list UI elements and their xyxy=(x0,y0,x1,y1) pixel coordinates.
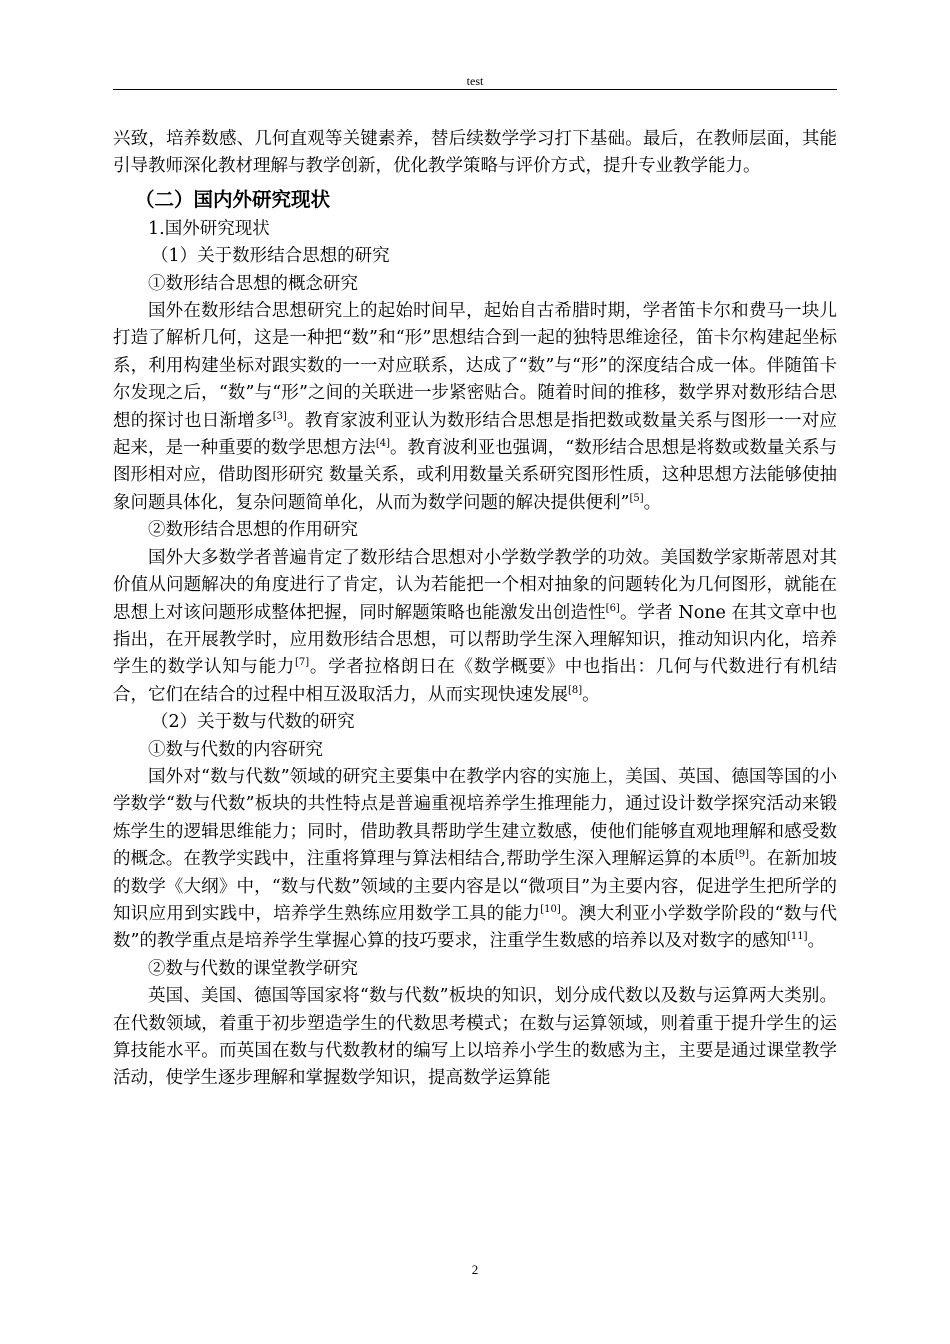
text-run: 。教育家波利亚认为数形结合思想是指把数或数量关系与图形一一对应起来，是一种重要的数学思想方法 xyxy=(113,410,838,459)
text-run: 。学者 None 在其文章中也指出，在开展教学时，应用数形结合思想，可以帮助学生深入理解知识，推动知识内化，培养学生的数学认知与能力 xyxy=(113,602,837,678)
paragraph-concept xyxy=(113,298,837,517)
text-run: 。在新加坡的数学《大纲》中，“数与代数”领域的主要内容是以“微项目”为主要内容，促进学生把所学的知识应用到实践中，培养学生熟练应用数学工具的能力 xyxy=(113,849,838,924)
citation: [3] xyxy=(272,410,287,422)
citation: [9] xyxy=(734,849,749,861)
citation: [4] xyxy=(375,438,390,450)
header-rule xyxy=(113,89,837,90)
text-run: 国外在数形结合思想研究上的起始时间早，起始自古希腊时期，学者笛卡尔和费马一块儿打造了解析几何，这是一种把“数”和“形”思想结合到一起的独特思维途径，笛卡尔构建起坐标系，利用构建坐标对跟实数的一一对应联系，达成了“数”与“形”的深度结合成一体。伴随笛卡尔发现之后，“数”与“形”之间的关联进一步紧密贴合。随着时间的推移，数学界对数形结合思想的探讨也日渐增多 xyxy=(113,301,837,431)
subheading-role-research: ②数形结合思想的作用研究 xyxy=(148,520,358,541)
citation: [8] xyxy=(568,684,583,696)
subheading-number-algebra: （2）关于数与代数的研究 xyxy=(151,712,355,733)
paragraph-role xyxy=(113,545,837,709)
page-header: test xyxy=(466,74,484,88)
paragraph-content xyxy=(113,764,837,956)
text-run: 国外大多数学者普遍肯定了数形结合思想对小学数学教学的功效。美国数学家斯蒂恩对其价值从问题解决的角度进行了肯定，认为若能把一个相对抽象的问题转化为几何图形，就能在思想上对该问题形成整体把握，同时解题策略也能激发出创造性 xyxy=(113,547,837,623)
section-heading: （二）国内外研究现状 xyxy=(135,187,331,211)
citation: [6] xyxy=(605,602,620,614)
subsection-heading-foreign: 1.国外研究现状 xyxy=(148,218,270,239)
text-run: 国外对“数与代数”领域的研究主要集中在教学内容的实施上，美国、英国、德国等国的小学数学“数与代数”板块的共性特点是普遍重视培养学生推理能力，通过设计数学探究活动来锻炼学生的逻辑思维能力；同时，借助教具帮助学生建立数感，使他们能够直观地理解和感受数的概念。在教学实践中，注重将算理与算法相结合,帮助学生深入理解运算的本质 xyxy=(113,766,837,870)
text-run: 。 xyxy=(807,931,825,952)
paragraph-classroom: 英国、美国、德国等国家将“数与代数”板块的知识，划分成代数以及数与运算两大类别。在代数领域，着重于初步塑造学生的代数思考模式；在数与运算领域，则着重于提升学生的运算技能水平。而英国在数与代数教材的编写上以培养小学生的数感为主，主要是通过课堂教学活动，使学生逐步理解和掌握数学知识，提高数学运算能 xyxy=(113,986,837,1089)
text-run: 。教育波利亚也强调，“数形结合思想是将数或数量关系与图形相对应，借助图形研究 数量关系，或利用数量关系研究图形性质，这种思想方法能够使抽象问题具体化，复杂问题简单化，从而为数学问题的解决提供便利” xyxy=(113,438,837,513)
citation: [11] xyxy=(786,931,808,943)
subheading-number-shape: （1）关于数形结合思想的研究 xyxy=(151,246,390,267)
citation: [5] xyxy=(629,492,644,504)
text-run: 。 xyxy=(582,684,600,705)
citation: [10] xyxy=(540,903,561,915)
text-run: 。学者拉格朗日在《数学概要》中也指出：几何与代数进行有机结合，它们在结合的过程中相互汲取活力，从而实现快速发展 xyxy=(113,657,838,705)
text-run: 。 xyxy=(643,492,662,513)
text-run: 。澳大利亚小学数学阶段的“数与代数”的教学重点是培养学生掌握心算的技巧要求，注重学生数感的培养以及对数字的感知 xyxy=(113,903,838,952)
subheading-content-research: ①数与代数的内容研究 xyxy=(148,739,323,760)
subheading-classroom-research: ②数与代数的课堂教学研究 xyxy=(148,958,358,979)
subheading-concept-research: ①数形结合思想的概念研究 xyxy=(148,273,358,294)
citation: [7] xyxy=(295,657,310,669)
page-number: 2 xyxy=(471,1262,479,1277)
paragraph-continued: 兴致，培养数感、几何直观等关键素养，替后续数学学习打下基础。最后，在教师层面，其能引导教师深化教材理解与教学创新，优化教学策略与评价方式，提升专业教学能力。 xyxy=(113,129,837,177)
document-body xyxy=(113,126,837,1093)
